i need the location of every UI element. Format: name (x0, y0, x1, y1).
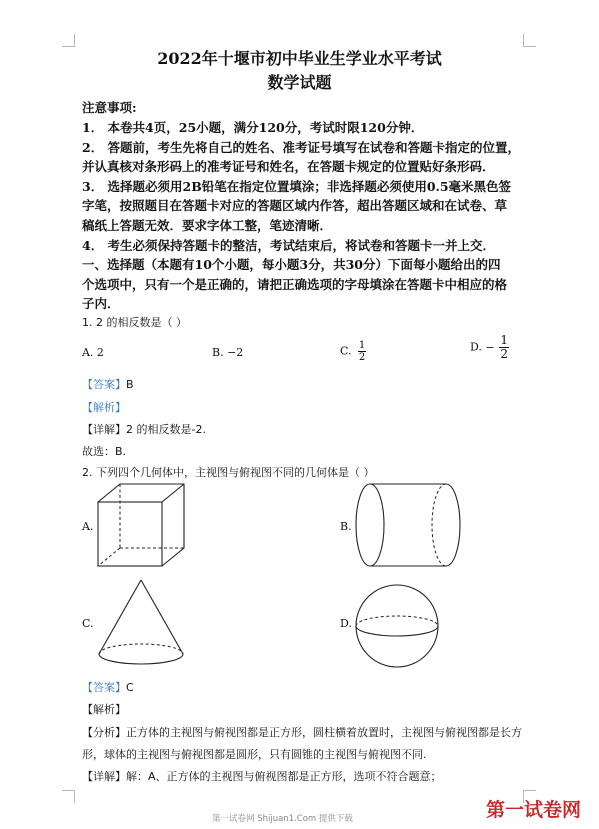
answer-value: B (126, 378, 134, 391)
q1-option-b: B. −2 (212, 346, 244, 359)
q2-option-b-label: B. (340, 520, 352, 533)
cube-icon (95, 480, 195, 572)
page-subtitle: 数学试题 (267, 73, 332, 92)
notice-line: 并认真核对条形码上的准考证号和姓名，在答题卡规定的位置贴好条形码． (82, 159, 495, 174)
detail-text: 2 的相反数是-2. (126, 423, 206, 436)
detail-tag: 【详解】 (82, 770, 126, 783)
detail-tag: 【详解】 (82, 423, 126, 436)
notice-line: 3． 选择题必须用2B铅笔在指定位置填涂；非选择题必须使用0.5毫米黑色签 (82, 179, 512, 194)
section-instruction: 子内． (82, 296, 120, 311)
notice-line: 字笔，按照题目在答题卡对应的答题区域内作答，超出答题区域和在试卷、草 (82, 198, 508, 213)
q1-option-d-label: D. (470, 340, 482, 354)
notice-line: 1． 本卷共4页，25小题，满分120分，考试时限120分钟． (82, 120, 424, 135)
q2-analysis-tag: 【解析】 (82, 703, 126, 716)
cylinder-icon (354, 482, 466, 568)
sphere-icon (354, 583, 440, 669)
page-title: 2022年十堰市初中毕业生学业水平考试 (157, 49, 442, 68)
cone-icon (96, 578, 186, 668)
q2-stem: 2. 下列四个几何体中，主视图与俯视图不同的几何体是（ ） (82, 466, 375, 479)
q1-option-c-fraction (358, 340, 366, 363)
fraction-numerator: 1 (500, 333, 508, 347)
fraction-numerator: 1 (358, 340, 366, 351)
answer-value: C (126, 681, 134, 694)
section-heading: 一、选择题（本题有10个小题，每小题3分，共30分）下面每小题给出的四 (82, 257, 501, 272)
footer-text: 第一试卷网 Shijuan1.Com 提供下载 (212, 814, 353, 824)
notice-line: 4． 考生必须保持答题卡的整洁，考试结束后，将试卷和答题卡一并上交． (82, 238, 496, 253)
q2-option-a-label: A. (82, 520, 94, 533)
q2-option-d-label: D. (340, 617, 352, 630)
notice-heading: 注意事项: (82, 100, 137, 115)
q1-option-c (340, 340, 366, 363)
q1-option-a: A. 2 (82, 346, 104, 359)
fenxi-tag: 【分析】 (82, 726, 126, 739)
q1-conclusion: 故选：B. (82, 445, 127, 458)
q1-option-d-sign: − (485, 341, 495, 354)
notice-line: 2． 答题前，考生先将自己的姓名、准考证号填写在试卷和答题卡指定的位置， (82, 140, 521, 155)
crop-mark-bottom-left (62, 790, 75, 803)
q1-stem: 1. 2 的相反数是（ ） (82, 316, 187, 329)
detail-text: 解：A、正方体的主视图与俯视图都是正方形，选项不符合题意； (126, 770, 442, 783)
q1-option-d-fraction (499, 334, 509, 361)
notice-line: 稿纸上答题无效．要求字体工整，笔迹清晰． (82, 218, 333, 233)
section-instruction: 个选项中，只有一个是正确的，请把正确选项的字母填涂在答题卡中相应的格 (82, 277, 508, 292)
fraction-denominator: 2 (500, 347, 508, 361)
q1-answer (82, 376, 134, 392)
fraction-denominator: 2 (358, 352, 366, 363)
fenxi-text: 正方体的主视图与俯视图都是正方形，圆柱横着放置时，主视图与俯视图都是长方 (126, 726, 522, 739)
q2-option-c-label: C. (82, 617, 94, 630)
q2-fenxi-line2: 形，球体的主视图与俯视图都是圆形，只有圆锥的主视图与俯视图不同. (82, 748, 427, 761)
answer-tag: 【答案】 (82, 681, 126, 694)
watermark-brand: 第一试卷网 (486, 799, 582, 821)
q2-fenxi-line1 (82, 724, 522, 740)
q2-answer (82, 679, 134, 695)
q2-detail (82, 768, 442, 784)
q1-analysis-tag: 【解析】 (82, 401, 126, 414)
q1-option-d (470, 334, 509, 361)
q1-option-c-label: C. (340, 344, 352, 358)
q1-detail (82, 421, 206, 437)
answer-tag: 【答案】 (82, 378, 126, 391)
